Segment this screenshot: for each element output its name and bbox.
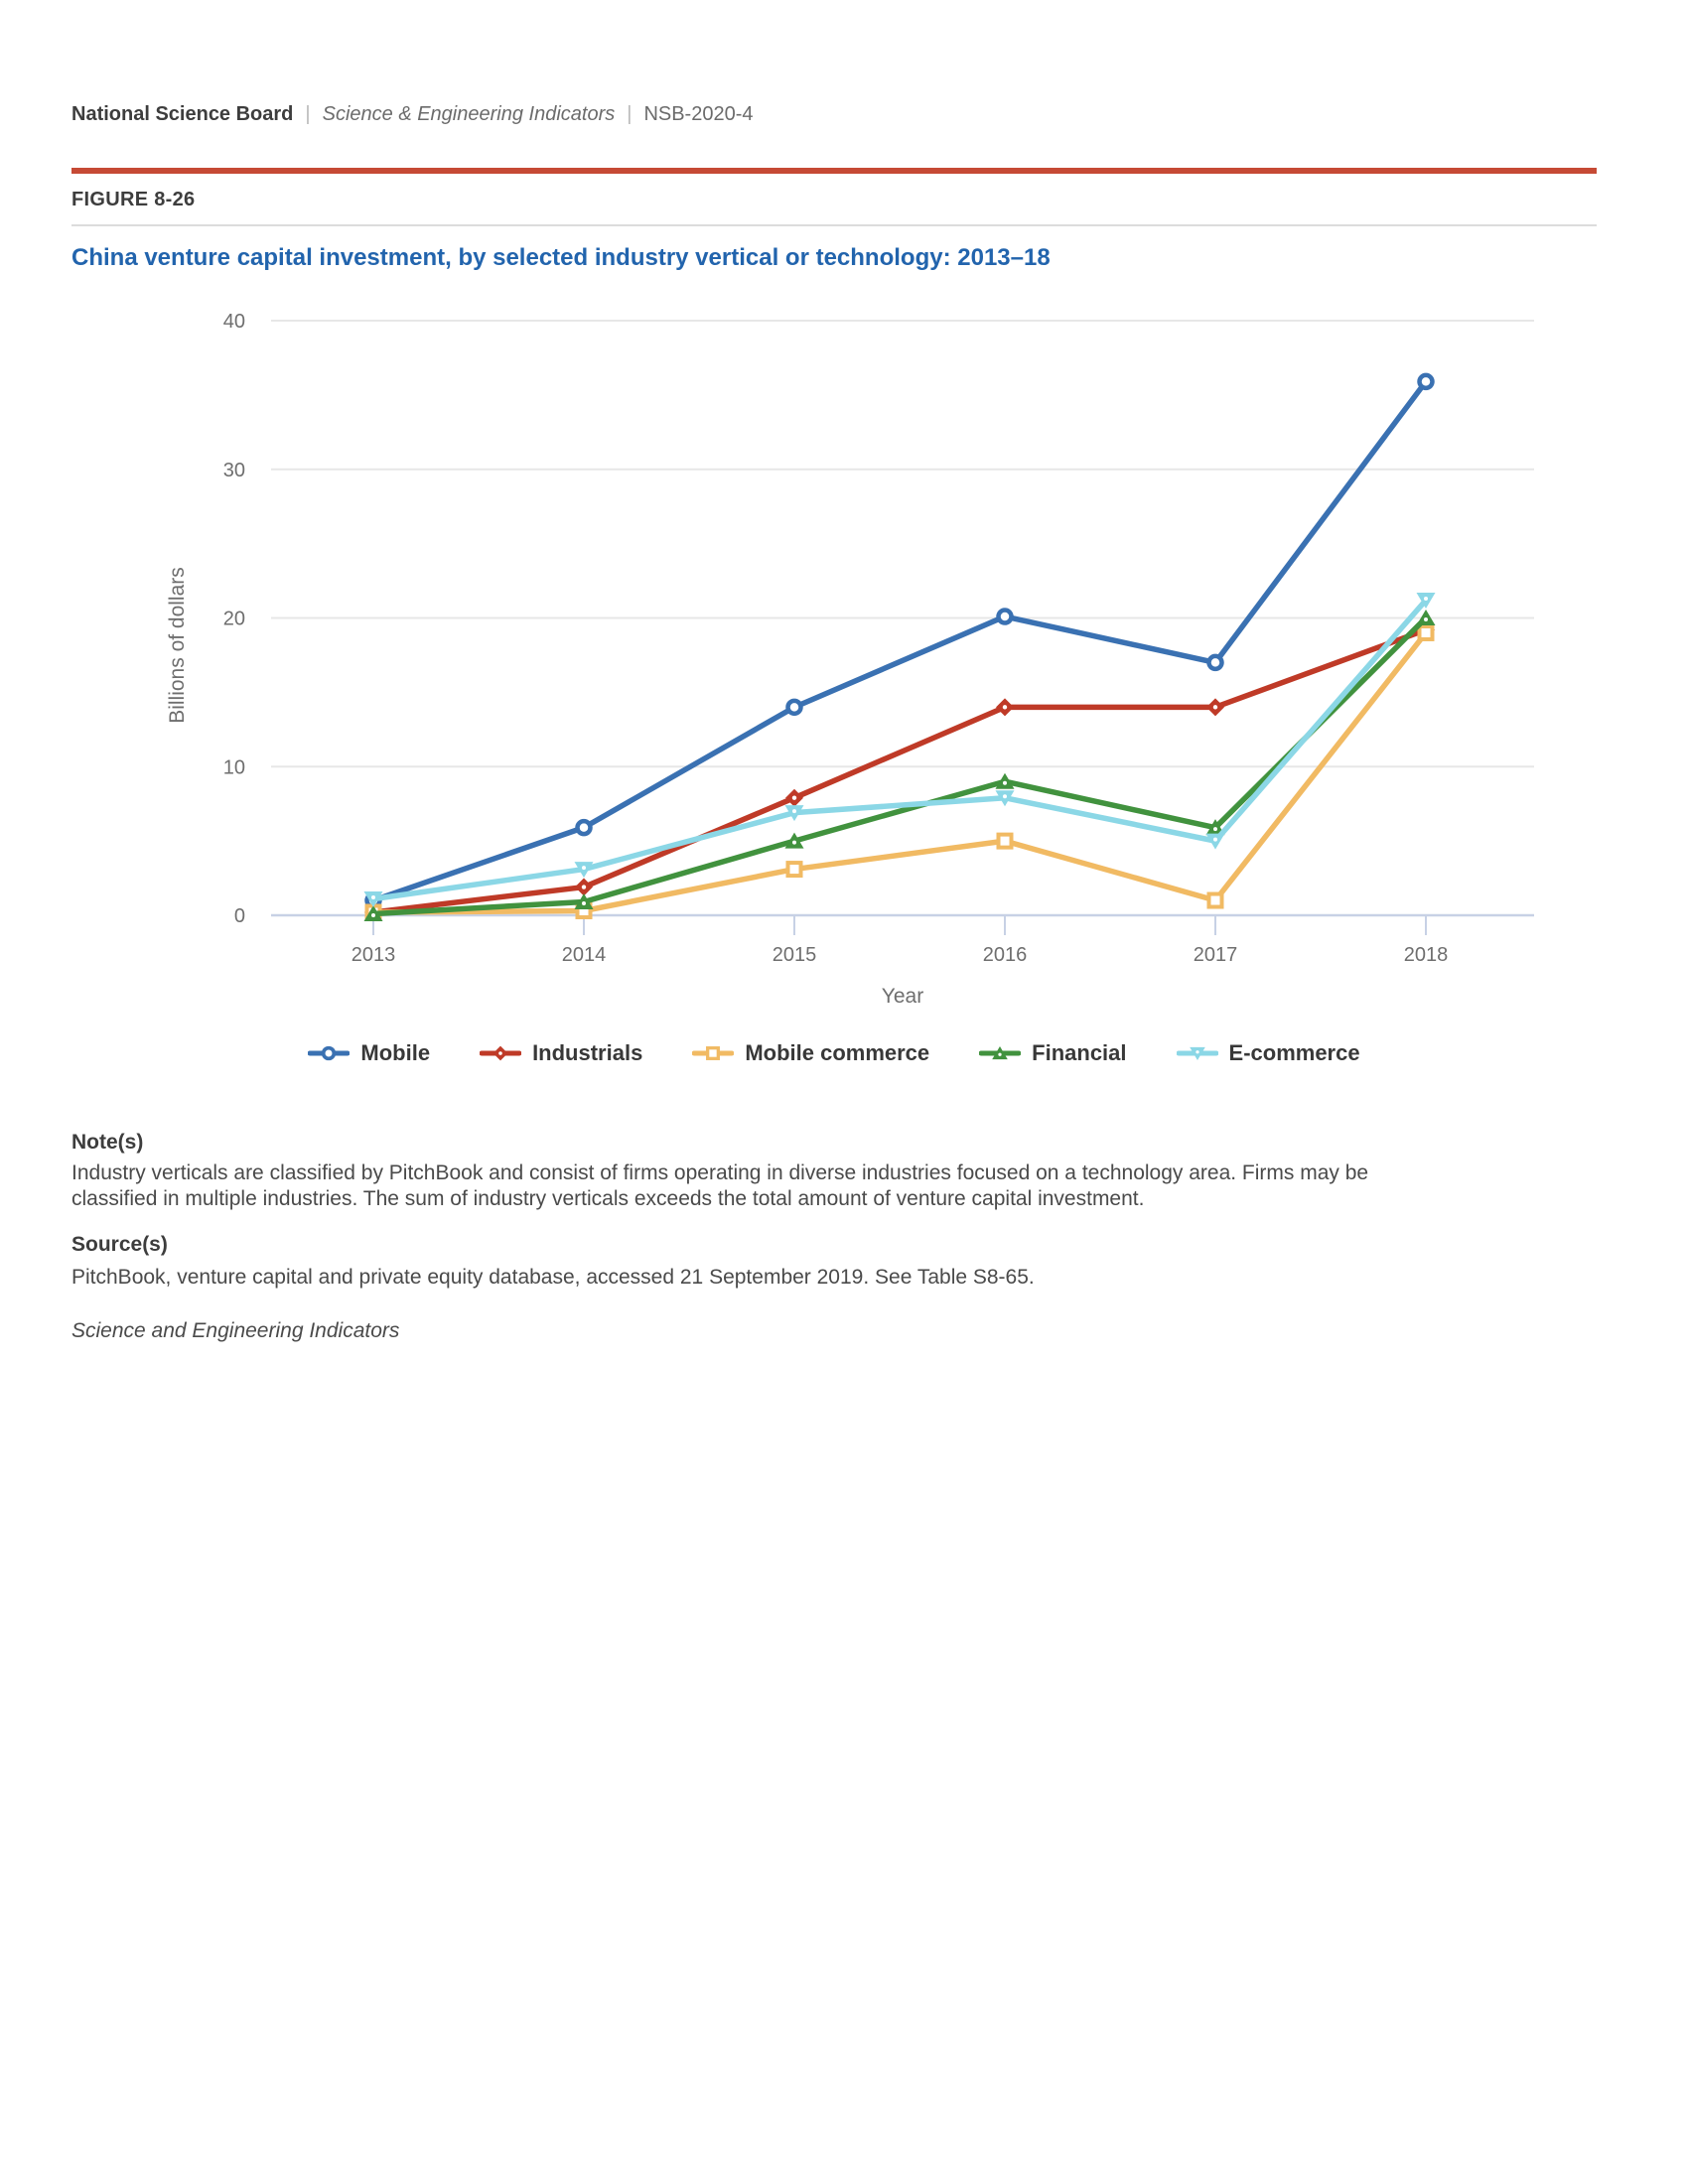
x-tick-label-2018: 2018 (1403, 944, 1449, 966)
legend-item-financial (979, 1040, 1126, 1066)
legend-marker-mobile (308, 1041, 350, 1065)
marker-dot (999, 1053, 1002, 1056)
marker-square (1420, 626, 1433, 639)
marker-dot (792, 809, 796, 813)
x-tick-label-2015: 2015 (772, 944, 817, 966)
marker-dot (1196, 1050, 1198, 1053)
legend-item-mobile (308, 1040, 430, 1066)
series-line-mobile (373, 381, 1426, 900)
org-name: National Science Board (71, 103, 294, 125)
x-axis-title: Year (881, 985, 924, 1008)
marker-square (788, 863, 801, 876)
legend-label-mobile-commerce: Mobile commerce (745, 1040, 930, 1065)
legend-label-financial: Financial (1032, 1040, 1127, 1065)
marker-dot (1213, 705, 1217, 709)
marker-circle (324, 1048, 335, 1059)
marker-dot (498, 1051, 502, 1055)
notes-heading: Note(s) (71, 1131, 144, 1154)
marker-dot (582, 901, 586, 905)
marker-circle (999, 611, 1012, 623)
marker-square (999, 835, 1012, 848)
x-tick-label-2014: 2014 (561, 944, 607, 966)
marker-dot (1213, 838, 1217, 842)
y-tick-label-40: 40 (222, 311, 245, 333)
marker-circle (1420, 375, 1433, 388)
header-separator: | (627, 103, 633, 125)
notes-text: Industry verticals are classified by PitchBook and consist of firms operating in diverse industries focused on a technology area. Firms may be (71, 1161, 1369, 1184)
marker-dot (1424, 597, 1428, 601)
series-line-industrials (373, 629, 1426, 912)
source-heading: Source(s) (71, 1233, 168, 1256)
marker-circle (1209, 656, 1222, 669)
legend-marker-financial (979, 1041, 1021, 1065)
legend-label-industrials: Industrials (532, 1040, 643, 1065)
marker-dot (371, 895, 375, 899)
marker-dot (1003, 705, 1007, 709)
marker-dot (792, 841, 796, 845)
marker-dot (582, 866, 586, 870)
legend-label-e-commerce: E-commerce (1228, 1040, 1360, 1065)
marker-circle (788, 701, 801, 714)
legend (71, 1040, 1597, 1066)
legend-marker-e-commerce (1177, 1041, 1218, 1065)
chart-title: China venture capital investment, by selected industry vertical or technology: 2013–18 (71, 244, 1051, 271)
source-text: PitchBook, venture capital and private equity database, accessed 21 September 2019. See Table S8-65. (71, 1266, 1035, 1289)
y-tick-label-0: 0 (233, 905, 245, 927)
y-tick-label-10: 10 (222, 756, 245, 779)
y-tick-label-20: 20 (222, 608, 245, 630)
marker-dot (582, 885, 586, 888)
legend-marker-mobile-commerce (692, 1041, 734, 1065)
legend-item-e-commerce (1177, 1040, 1360, 1066)
marker-dot (1424, 617, 1428, 621)
x-tick-label-2016: 2016 (982, 944, 1028, 966)
marker-dot (1003, 781, 1007, 785)
x-tick-label-2013: 2013 (351, 944, 396, 966)
y-axis-title: Billions of dollars (166, 567, 189, 724)
marker-dot (792, 795, 796, 799)
notes-text: classified in multiple industries. The sum of industry verticals exceeds the total amount of venture capital investment. (71, 1187, 1145, 1210)
marker-circle (578, 821, 591, 834)
legend-label-mobile: Mobile (360, 1040, 431, 1065)
marker-square (1209, 894, 1222, 907)
y-tick-label-30: 30 (222, 459, 245, 481)
report-id: NSB-2020-4 (643, 103, 754, 125)
figure-label: FIGURE 8-26 (71, 189, 196, 210)
legend-item-industrials (480, 1040, 642, 1066)
marker-dot (371, 913, 375, 917)
legend-marker-industrials (480, 1041, 521, 1065)
marker-dot (1213, 827, 1217, 831)
marker-dot (1003, 794, 1007, 798)
publication-name: Science & Engineering Indicators (322, 103, 616, 125)
header-separator: | (305, 103, 311, 125)
footer-italic: Science and Engineering Indicators (71, 1319, 400, 1342)
marker-square (708, 1048, 719, 1059)
x-tick-label-2017: 2017 (1193, 944, 1238, 966)
legend-item-mobile-commerce (692, 1040, 929, 1066)
